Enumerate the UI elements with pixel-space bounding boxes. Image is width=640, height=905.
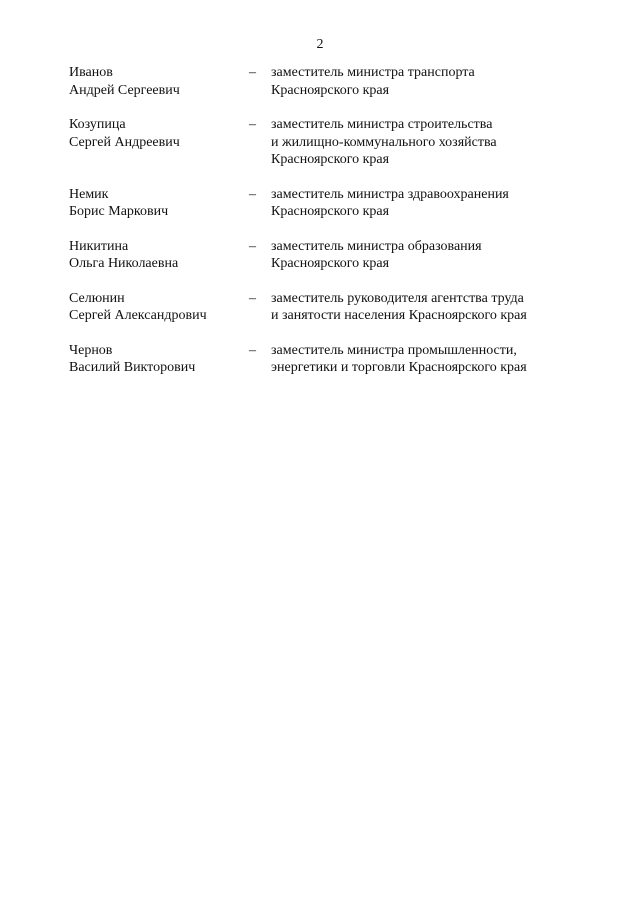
list-item [69, 116, 549, 169]
role-line: заместитель министра промышленности, [271, 342, 517, 358]
position-title [271, 116, 549, 169]
dash-separator: – [249, 117, 256, 132]
list-item [69, 290, 549, 325]
given-names: Андрей Сергеевич [69, 82, 180, 98]
given-names: Василий Викторович [69, 360, 196, 375]
role-line: энергетики и торговли Красноярского края [271, 360, 527, 375]
given-names: Сергей Александрович [69, 308, 207, 323]
role-line: заместитель руководителя агентства труда [271, 290, 524, 306]
position-title [271, 64, 549, 99]
given-names: Борис Маркович [69, 204, 169, 219]
list-item [69, 186, 549, 221]
dash-separator: – [249, 342, 256, 358]
person-name [69, 290, 249, 325]
surname: Немик [69, 186, 109, 202]
list-item [69, 64, 549, 99]
surname: Никитина [69, 238, 129, 254]
personnel-list [69, 64, 549, 394]
surname: Иванов [69, 65, 113, 80]
page-number: 2 [316, 37, 324, 52]
dash-separator: – [249, 65, 256, 80]
role-line: Красноярского края [271, 82, 390, 98]
person-name [69, 116, 249, 151]
position-title [271, 186, 549, 221]
list-item [69, 342, 549, 377]
role-line: и занятости населения Красноярского края [271, 308, 527, 323]
list-item [69, 238, 549, 273]
person-name [69, 186, 249, 221]
role-line: и жилищно-коммунального хозяйства [271, 134, 497, 150]
position-title [271, 238, 549, 273]
role-line: Красноярского края [271, 256, 390, 271]
given-names: Ольга Николаевна [69, 256, 179, 271]
role-line: заместитель министра транспорта [271, 65, 475, 80]
position-title [271, 290, 549, 325]
dash-separator: – [249, 186, 256, 202]
role-line: заместитель министра образования [271, 238, 482, 254]
role-line: Красноярского края [271, 152, 390, 167]
role-line: заместитель министра строительства [271, 117, 493, 132]
dash-separator: – [249, 238, 256, 254]
role-line: заместитель министра здравоохранения [271, 186, 509, 202]
position-title [271, 342, 549, 377]
surname: Селюнин [69, 290, 125, 306]
dash-separator: – [249, 290, 256, 306]
given-names: Сергей Андреевич [69, 134, 180, 150]
person-name [69, 342, 249, 377]
person-name [69, 64, 249, 99]
person-name [69, 238, 249, 273]
role-line: Красноярского края [271, 204, 390, 219]
surname: Чернов [69, 342, 113, 358]
surname: Козупица [69, 117, 126, 132]
